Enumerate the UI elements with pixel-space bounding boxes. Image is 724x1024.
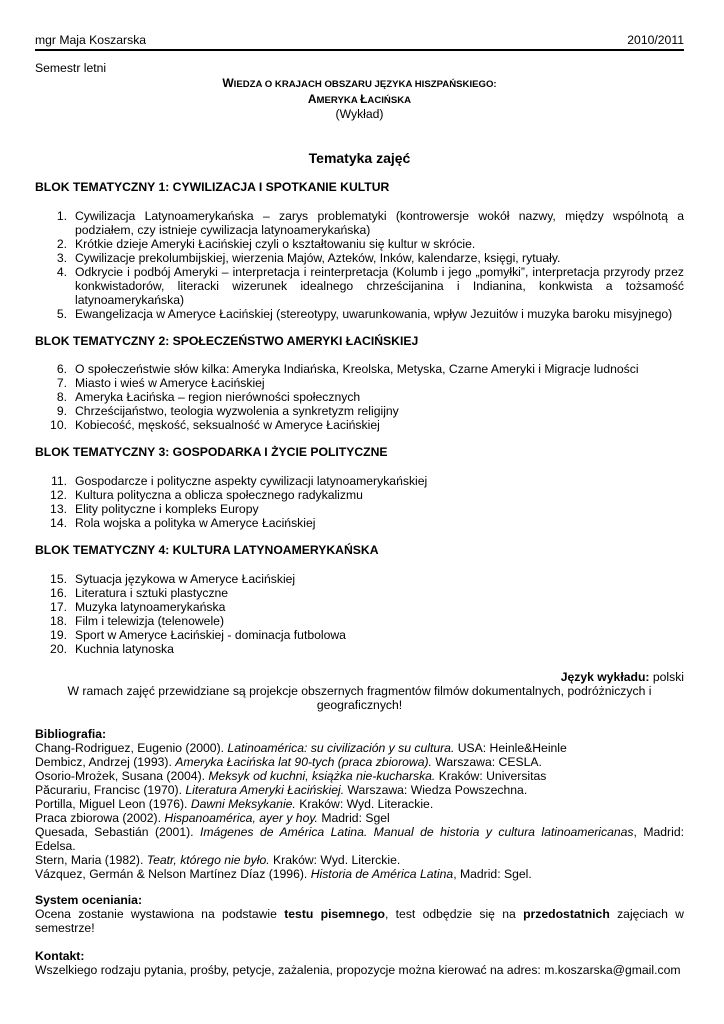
lecture-language: Język wykładu: polski — [560, 670, 684, 684]
list-item: 10. Kobiecość, męskość, seksualność w Ameryce Łacińskiej — [50, 418, 380, 432]
contact-section — [35, 949, 684, 977]
course-subtitle: (Wykład) — [335, 107, 384, 121]
bibliography-entry: Vázquez, Germán & Nelson Martínez Díaz (1996). Historia de América Latina, Madrid: Sgel. — [35, 867, 532, 881]
list-item: 5. Ewangelizacja w Ameryce Łacińskiej (stereotypy, uwarunkowania, wpływ Jezuitów i muzyka baroku misyjnego) — [56, 307, 673, 321]
bibliography-entry: Osorio-Mrożek, Susana (2004). Meksyk od kuchni, książka nie-kucharska. Kraków: Universitas — [35, 769, 547, 783]
header-author: mgr Maja Koszarska — [35, 33, 147, 47]
topics-heading: Tematyka zajęć — [308, 150, 411, 166]
block-4-list — [35, 572, 684, 656]
list-item: 12. Kultura polityczna a oblicza społecznego radykalizmu — [50, 488, 363, 502]
block-4-title: BLOK TEMATYCZNY 4: KULTURA LATYNOAMERYKAŃSKA — [35, 543, 379, 557]
list-item: 8. Ameryka Łacińska – region nierówności społecznych — [56, 390, 361, 404]
list-item: 6. O społeczeństwie słów kilka: Ameryka Indiańska, Kreolska, Metyska, Czarne Ameryki i Migracje ludności — [56, 362, 639, 376]
block-1-title: BLOK TEMATYCZNY 1: CYWILIZACJA I SPOTKANIE KULTUR — [35, 180, 390, 194]
block-2-list — [35, 362, 684, 432]
contact-heading: Kontakt: — [35, 949, 85, 963]
list-item: 7. Miasto i wieś w Ameryce Łacińskiej — [56, 376, 265, 390]
header-year: 2010/2011 — [627, 33, 684, 47]
block-3-list — [35, 474, 684, 530]
page-header — [35, 33, 684, 51]
bibliography-entry: Dembicz, Andrzej (1993). Ameryka Łacińska lat 90-tych (praca zbiorowa). Warszawa: CESLA. — [35, 755, 542, 769]
grading-text: Ocena zostanie wystawiona na podstawie testu pisemnego, test odbędzie się na przedostatnich zajęciach w semestrze! — [35, 907, 684, 935]
bibliography-entry: Praca zbiorowa (2002). Hispanoamérica, ayer y hoy. Madrid: Sgel — [35, 811, 390, 825]
course-title-line1: WIEDZA O KRAJACH OBSZARU JĘZYKA HISZPAŃSKIEGO: — [222, 76, 497, 90]
list-item: 17. Muzyka latynoamerykańska — [50, 600, 226, 614]
list-item: 11. Gospodarcze i polityczne aspekty cywilizacji latynoamerykańskiej — [50, 474, 428, 488]
block-2-title: BLOK TEMATYCZNY 2: SPOŁECZEŃSTWO AMERYKI ŁACIŃSKIEJ — [35, 334, 419, 348]
block-1-list — [35, 209, 684, 321]
list-item: 4. Odkrycie i podbój Ameryki – interpretacja i reinterpretacja (Kolumb i jego „pomyłki”, interpretacja przyrody przez konkwistadorów, literacki wizerunek idealnego chrześcijanina i Indianina, konkwista a tożsamość latynoamerykańska) — [56, 265, 684, 307]
bibliography-heading: Bibliografia: — [35, 727, 107, 741]
projection-note: W ramach zajęć przewidziane są projekcje obszernych fragmentów filmów dokumentalnych, podróżniczych i geograficznych! — [67, 684, 652, 712]
list-item: 3. Cywilizacje prekolumbijskiej, wierzenia Majów, Azteków, Inków, kalendarze, księgi, rytuały. — [56, 251, 561, 265]
bibliography — [35, 727, 684, 881]
list-item: 18. Film i telewizja (telenowele) — [50, 614, 225, 628]
list-item: 20. Kuchnia latynoska — [50, 642, 174, 656]
list-item: 9. Chrześcijaństwo, teologia wyzwolenia a synkretyzm religijny — [56, 404, 399, 418]
semester-label: Semestr letni — [35, 61, 107, 75]
block-3-title: BLOK TEMATYCZNY 3: GOSPODARKA I ŻYCIE POLITYCZNE — [35, 445, 388, 459]
list-item: 19. Sport w Ameryce Łacińskiej - dominacja futbolowa — [50, 628, 346, 642]
bibliography-entry: Păcurariu, Francisc (1970). Literatura Ameryki Łacińskiej. Warszawa: Wiedza Powszechna. — [35, 783, 528, 797]
grading-heading: System oceniania: — [35, 893, 143, 907]
grading-section — [35, 893, 684, 935]
bibliography-entry: Portilla, Miguel Leon (1976). Dawni Meksykanie. Kraków: Wyd. Literackie. — [35, 797, 434, 811]
bibliography-entry: Quesada, Sebastián (2001). Imágenes de América Latina. Manual de historia y cultura latinoamericanas, Madrid: Edelsa. — [35, 825, 684, 853]
list-item: 13. Elity polityczne i kompleks Europy — [50, 502, 259, 516]
course-title-line2: AMERYKA ŁACIŃSKA — [307, 92, 412, 106]
list-item: 16. Literatura i sztuki plastyczne — [50, 586, 229, 600]
list-item: 14. Rola wojska a polityka w Ameryce Łacińskiej — [50, 516, 316, 530]
bibliography-entry: Stern, Maria (1982). Teatr, którego nie było. Kraków: Wyd. Literckie. — [35, 853, 401, 867]
contact-text: Wszelkiego rodzaju pytania, prośby, petycje, zażalenia, propozycje można kierować na adres: m.koszarska@gmail.com — [35, 963, 681, 977]
list-item: 2. Krótkie dzieje Ameryki Łacińskiej czyli o kształtowaniu się kultur w skrócie. — [56, 237, 476, 251]
bibliography-entry: Chang-Rodriguez, Eugenio (2000). Latinoamérica: su civilización y su cultura. USA: Heinle&Heinle — [35, 741, 567, 755]
list-item: 1. Cywilizacja Latynoamerykańska – zarys problematyki (kontrowersje wokół nazwy, między wspólnotą a podziałem, czy istnieje cywilizacja latynoamerykańska) — [56, 209, 684, 237]
list-item: 15. Sytuacja językowa w Ameryce Łacińskiej — [50, 572, 296, 586]
